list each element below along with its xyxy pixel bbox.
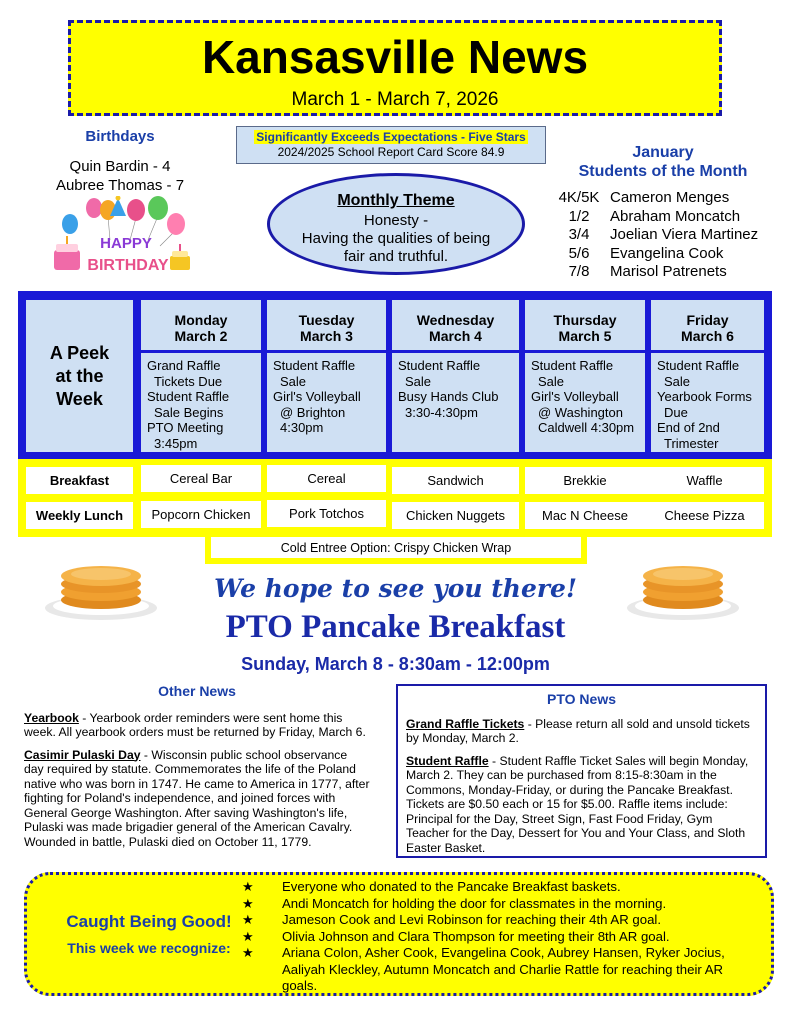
event-line: @ Washington <box>538 404 623 420</box>
table-row <box>548 263 758 282</box>
students-of-month-title: Students of the Month <box>578 163 748 180</box>
pto-news-heading: PTO News <box>547 691 616 707</box>
news-item <box>406 717 757 746</box>
breakfast-tuesday: Cereal <box>267 465 386 492</box>
event-line: Yearbook Forms <box>657 389 752 404</box>
event-line: 3:45pm <box>154 435 198 451</box>
student-name-cell: Cameron Menges <box>610 189 730 206</box>
news-item <box>406 754 757 856</box>
students-of-month-month: January <box>632 144 694 161</box>
news-item-text: - Please return all sold and unsold tickets by Monday, March 2. <box>406 716 750 745</box>
table-row <box>548 226 758 245</box>
day-date: March 3 <box>300 328 353 344</box>
recognition-list <box>239 879 759 995</box>
day-events-wednesday <box>392 353 519 452</box>
student-name-cell: Evangelina Cook <box>610 244 724 262</box>
day-name: Wednesday <box>416 312 495 328</box>
breakfast-friday: Waffle <box>645 467 764 494</box>
student-name-cell: Joelian Viera Martinez <box>610 226 759 243</box>
recognition-text: Andi Moncatch for holding the door for classmates in the morning. <box>282 895 667 911</box>
recognition-text: Jameson Cook and Levi Robinson for reaching their 4th AR goal. <box>282 912 661 927</box>
lunch-thursday: Mac N Cheese <box>525 502 645 529</box>
grade-cell: 1/2 <box>568 207 590 225</box>
event-line: 4:30pm <box>280 420 324 435</box>
students-of-month-table <box>548 189 758 282</box>
menu-section <box>18 459 772 537</box>
event-line: Sale Begins <box>154 404 224 420</box>
event-line: 3:30-4:30pm <box>405 404 478 420</box>
news-item-text: - Wisconsin public school observance day required by statute. Commemorates the life of the Poland native who was born in 1747. He came to America in 1777, after fighting for Poland's independence, and joined forces with General George Washington. After saving Washington's life, Pulaski was made brigadier general of the American Cavalry. Wounded in battle, Pulaski died on October 11, 1779. <box>24 747 370 849</box>
caught-being-good-box <box>24 872 774 996</box>
news-item-title: Yearbook <box>24 710 79 725</box>
grade-cell: 3/4 <box>568 226 590 243</box>
day-header-tuesday <box>267 300 386 350</box>
lunch-friday: Cheese Pizza <box>645 502 764 529</box>
lunch-tuesday: Pork Totchos <box>267 500 386 527</box>
news-item <box>24 748 370 850</box>
monthly-theme-heading: Monthly Theme <box>337 192 455 209</box>
newsletter-title: Kansasville News <box>201 31 589 83</box>
breakfast-label: Breakfast <box>26 467 133 494</box>
caught-being-good-subheading: This week we recognize: <box>67 940 231 956</box>
monthly-theme-line: Having the qualities of being <box>301 230 491 247</box>
students-of-month-section <box>548 143 778 282</box>
event-line: Girl's Volleyball <box>531 389 619 404</box>
news-item-title: Casimir Pulaski Day <box>24 747 141 762</box>
week-schedule-table <box>18 291 772 459</box>
event-line: Grand Raffle <box>147 358 221 373</box>
news-item-text: - Student Raffle Ticket Sales will begin Monday, March 2. They can be purchased from 8:15-8:30am in the Commons, Monday-Friday, or during the Pancake Breakfast. Tickets are $0.50 each or 15 for $5.00. Raffle items include: Principal for the Day, Street Sign, Fast Food Friday, Gym Teacher for the Day, Dessert for You and Your Class, and Sloth Easter Basket. <box>406 753 749 855</box>
day-name: Monday <box>174 312 228 328</box>
day-header-friday <box>651 300 764 350</box>
day-header-monday <box>141 300 261 350</box>
pancake-event-date: Sunday, March 8 - 8:30am - 12:00pm <box>241 654 550 674</box>
news-item-text: - Yearbook order reminders were sent home this week. All yearbook orders must be returned by Friday, March 6. <box>24 710 366 739</box>
star-icon: ★ <box>242 945 254 960</box>
day-date: March 5 <box>558 328 612 344</box>
event-line: Student Raffle <box>531 358 614 373</box>
list-item <box>239 945 759 995</box>
day-header-thursday <box>525 300 645 350</box>
table-row <box>548 208 758 227</box>
cold-entree-option: Cold Entree Option: Crispy Chicken Wrap <box>205 537 587 564</box>
caught-being-good-labels <box>49 912 249 956</box>
report-card-box <box>236 126 546 164</box>
lunch-wednesday: Chicken Nuggets <box>392 502 519 529</box>
star-icon: ★ <box>242 895 254 911</box>
list-item <box>239 929 759 946</box>
event-line: Tickets Due <box>154 373 223 389</box>
monthly-theme-line: Honesty - <box>363 212 429 229</box>
pto-news-box <box>396 684 767 858</box>
recognition-text: Olivia Johnson and Clara Thompson for meeting their 8th AR goal. <box>282 928 670 944</box>
table-row <box>548 245 758 264</box>
day-name: Tuesday <box>298 312 355 328</box>
day-name: Friday <box>686 312 729 328</box>
other-news-section <box>24 684 370 857</box>
grade-cell: 4K/5K <box>558 189 600 206</box>
event-line: Sale <box>664 373 691 389</box>
birthday-name: Quin Bardin - 4 <box>69 158 171 175</box>
event-line: Busy Hands Club <box>398 389 499 404</box>
breakfast-monday: Cereal Bar <box>141 465 261 492</box>
report-card-rating: Significantly Exceeds Expectations - Five Stars <box>256 130 526 144</box>
news-item <box>24 711 370 740</box>
day-date: March 2 <box>174 328 228 344</box>
news-item-title: Student Raffle <box>406 753 489 768</box>
birthdays-section <box>40 128 200 195</box>
event-line: Sale <box>280 373 307 389</box>
happy-birthday-image <box>48 196 198 286</box>
monthly-theme-line: fair and truthful. <box>343 248 449 265</box>
list-item <box>239 879 759 896</box>
event-line: Due <box>664 404 688 420</box>
happy-birthday-text-2: BIRTHDAY <box>87 257 169 274</box>
recognition-text: Ariana Colon, Asher Cook, Evangelina Cook, Aubrey Hansen, Ryker Jocius, Aaliyah Kleckley, Autumn Moncatch and Charlie Rattle for reaching their AR goals. <box>282 945 725 993</box>
week-label <box>26 300 133 452</box>
day-date: March 4 <box>429 328 482 344</box>
news-item-title: Grand Raffle Tickets <box>406 716 525 731</box>
day-header-wednesday <box>392 300 519 350</box>
event-line: Student Raffle <box>273 358 356 373</box>
table-row <box>548 189 758 208</box>
other-news-heading: Other News <box>158 683 236 699</box>
day-events-friday <box>651 353 764 452</box>
lunch-monday: Popcorn Chicken <box>141 501 261 528</box>
week-label-line: Week <box>56 388 103 409</box>
report-card-score: 2024/2025 School Report Card Score 84.9 <box>277 145 505 159</box>
event-line: Girl's Volleyball <box>273 389 361 404</box>
event-line: Student Raffle <box>398 358 481 373</box>
students-of-month-heading <box>548 143 778 181</box>
caught-being-good-heading: Caught Being Good! <box>66 912 232 931</box>
event-line: Student Raffle <box>657 358 740 373</box>
event-line: End of 2nd <box>657 420 720 435</box>
newsletter-header <box>68 20 722 116</box>
day-date: March 6 <box>681 328 734 344</box>
breakfast-thursday: Brekkie <box>525 467 645 494</box>
student-name-cell: Abraham Moncatch <box>610 207 741 225</box>
student-name-cell: Marisol Patrenets <box>610 263 727 280</box>
event-line: Caldwell 4:30pm <box>538 420 635 435</box>
pancake-tagline: We hope to see you there! <box>214 574 577 603</box>
list-item <box>239 896 759 913</box>
star-icon: ★ <box>242 879 254 894</box>
week-label-line: A Peek <box>49 342 110 363</box>
pancake-event-title: PTO Pancake Breakfast <box>225 609 566 645</box>
birthday-name: Aubree Thomas - 7 <box>55 177 185 194</box>
newsletter-dates: March 1 - March 7, 2026 <box>291 89 499 110</box>
day-events-tuesday <box>267 353 386 452</box>
event-line: @ Brighton <box>280 404 346 420</box>
grade-cell: 7/8 <box>568 263 590 280</box>
lunch-label: Weekly Lunch <box>26 502 133 529</box>
event-line: Sale <box>405 373 432 389</box>
birthdays-heading: Birthdays <box>85 128 155 145</box>
star-icon: ★ <box>242 928 254 944</box>
birthdays-list <box>40 157 200 195</box>
day-events-thursday <box>525 353 645 452</box>
event-line: Trimester <box>664 435 719 451</box>
star-icon: ★ <box>242 912 254 927</box>
recognition-text: Everyone who donated to the Pancake Breakfast baskets. <box>282 879 621 894</box>
day-events-monday <box>141 353 261 452</box>
breakfast-wednesday: Sandwich <box>392 467 519 494</box>
event-line: PTO Meeting <box>147 420 224 435</box>
event-line: Student Raffle <box>147 389 230 404</box>
event-line: Sale <box>538 373 565 389</box>
day-name: Thursday <box>553 312 617 328</box>
happy-birthday-text-1: HAPPY <box>100 235 152 252</box>
grade-cell: 5/6 <box>568 244 590 262</box>
week-label-line: at the <box>55 365 104 386</box>
list-item <box>239 912 759 929</box>
monthly-theme-oval <box>267 173 525 275</box>
